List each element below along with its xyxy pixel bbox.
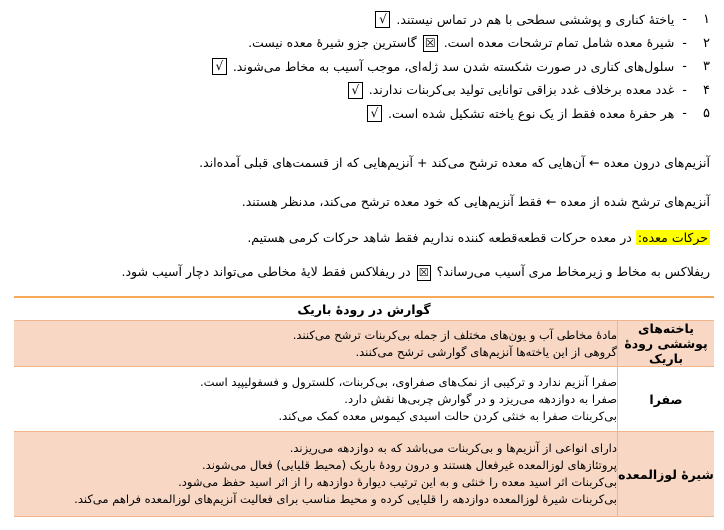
arrow-left-icon: ← xyxy=(589,155,600,170)
arrow-left-icon: ← xyxy=(545,194,557,209)
statement-number: ۲ xyxy=(703,35,710,51)
statement-list xyxy=(10,8,710,126)
statement-text: سلول‌های کناری در صورت شکسته شدن سد ژله‌ای، موجب آسیب به مخاط می‌شوند. xyxy=(232,58,675,74)
statement-number: ۵ xyxy=(703,106,710,122)
cross-mark-icon: ☒ xyxy=(417,265,431,281)
row-content: مادهٔ مخاطی آب و یون‌های مختلف از جمله بی‌کربنات ترشح می‌کنند. گروهی از این یاخته‌ها آنزیم‌های گوارشی ترشح می‌کنند. xyxy=(14,321,618,367)
table-row xyxy=(14,321,714,367)
statement-item: ۴ - غدد معده برخلاف غدد بزاقی توانایی تولید بی‌کربنات ندارند. √ xyxy=(10,79,710,103)
check-mark-icon: √ xyxy=(212,58,227,75)
row-content: صفرا آنزیم ندارد و ترکیبی از نمک‌های صفراوی، بی‌کربنات، کلسترول و فسفولیپید است. صفرا به دوازدهه می‌ریزد و در گوارش چربی‌ها نقش دارد. بی‌کربنات صفرا به خنثی کردن حالت اسیدی کیموس معده کمک می‌کند. xyxy=(14,367,618,432)
note-enzymes-secreted: آنزیم‌های ترشح شده از معده ← فقط آنزیم‌هایی که خود معده ترشح می‌کند، مدنظر هستند. xyxy=(241,194,710,209)
row-label: یاخته‌های پوششی رودهٔ باریک xyxy=(618,321,715,367)
statement-number: ۴ xyxy=(703,82,710,98)
row-label: صفرا xyxy=(618,367,715,432)
check-mark-icon: √ xyxy=(375,11,390,28)
statement-text: شیرهٔ معده شامل تمام ترشحات معده است. xyxy=(443,35,675,50)
statement-text: غدد معده برخلاف غدد بزاقی توانایی تولید بی‌کربنات ندارند. xyxy=(368,82,675,97)
row-label: شیرهٔ لوزالمعده xyxy=(618,432,715,517)
statement-correction: گاسترین جزو شیرهٔ معده نیست. xyxy=(248,35,417,50)
row-content: دارای انواعی از آنزیم‌ها و بی‌کربنات می‌باشد که به دوازدهه می‌ریزند. پروتئازهای لوزالمعده غیرفعال هستند و درون رودهٔ باریک (محیط قلیایی) فعال می‌شوند. بی‌کربنات اثر اسید معده را خنثی و به این ترتیب دیوارهٔ دوازدهه را از اثر اسید حفظ می‌شود. بی‌کربنات شیرهٔ لوزالمعده دوازدهه را قلیایی کرده و محیط مناسب برای فعالیت آنزیم‌های لوزالمعده فراهم می‌کند. xyxy=(14,432,618,517)
note-reflux: ریفلاکس به مخاط و زیرمخاط مری آسیب می‌رساند؟ ☒ در ریفلاکس فقط لایهٔ مخاطی می‌تواند دچار آسیب شود. xyxy=(121,264,710,279)
statement-item: ۱ - یاختهٔ کناری و پوششی سطحی با هم در تماس نیستند. √ xyxy=(10,8,710,32)
statement-item: ۳ - سلول‌های کناری در صورت شکسته شدن سد ژله‌ای، موجب آسیب به مخاط می‌شوند. √ xyxy=(10,55,710,79)
check-mark-icon: √ xyxy=(367,105,382,122)
table-row xyxy=(14,367,714,432)
statement-text: یاختهٔ کناری و پوششی سطحی با هم در تماس نیستند. xyxy=(396,11,675,27)
note-stomach-movements: حرکات معده: در معده حرکات قطعه‌قطعه کننده نداریم فقط شاهد حرکات کرمی هستیم. xyxy=(247,230,708,245)
statement-item: ۲ - شیرهٔ معده شامل تمام ترشحات معده است. ☒ گاسترین جزو شیرهٔ معده نیست. xyxy=(248,35,710,51)
statement-number: ۳ xyxy=(703,59,710,75)
table-title: گوارش در رودهٔ باریک xyxy=(14,298,714,321)
highlighted-heading: حرکات معده: xyxy=(637,230,708,245)
statement-number: ۱ xyxy=(703,12,710,28)
check-mark-icon: √ xyxy=(348,82,363,99)
cross-mark-icon: ☒ xyxy=(423,35,438,52)
small-intestine-table xyxy=(14,298,714,517)
table-row xyxy=(14,432,714,517)
statement-item: ۵ - هر حفرهٔ معده فقط از یک نوع یاخته تشکیل شده است. √ xyxy=(10,102,710,126)
note-enzymes-in-stomach: آنزیم‌های درون معده ← آن‌هایی که معده ترشح می‌کند + آنزیم‌هایی که از قسمت‌های قبلی آمده‌اند. xyxy=(199,155,710,170)
statement-text: هر حفرهٔ معده فقط از یک نوع یاخته تشکیل شده است. xyxy=(387,105,675,121)
